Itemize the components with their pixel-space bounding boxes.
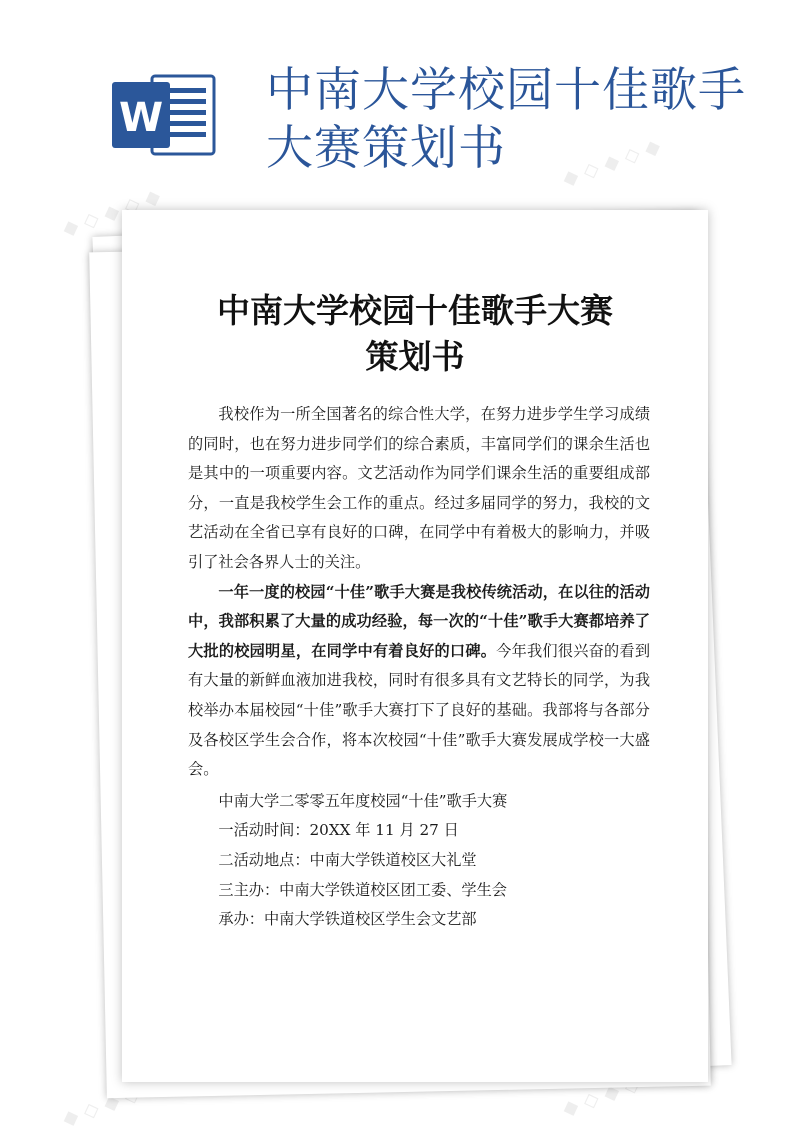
document-title: [122, 288, 708, 380]
event-host-line: 三主办：中南大学铁道校区团工委、学生会: [218, 880, 507, 899]
watermark: ◆ ◇ ◆ ◇ ◆: [558, 133, 664, 191]
document-title-line2: 策划书: [365, 337, 465, 376]
word-logo-icon: [112, 72, 216, 158]
paragraph-intro: 我校作为一所全国著名的综合性大学，在努力进步学生学习成绩的同时，也在努力进步同学们的综合素质，丰富同学们的课余生活也是其中的一项重要内容。文艺活动作为同学们课余生活的重要组成部分，一直是我校学生会工作的重点。经过多届同学的努力，我校的文艺活动在全省已享有良好的口碑，在同学中有着极大的影响力，并吸引了社会各界人士的关注。: [188, 405, 650, 571]
header-title-line2: 大赛策划书: [266, 121, 506, 176]
document-body: [188, 400, 650, 935]
paragraph-tradition-bold: 一年一度的校园“十佳”歌手大赛是我校传统活动，在以往的活动中，我部积累了大量的成功经验，每一次的“十佳”歌手大赛都培养了大批的校园明星，在同学中有着良好的口碑。: [188, 582, 650, 660]
event-organizer-line: 承办：中南大学铁道校区学生会文艺部: [218, 910, 477, 929]
watermark: ◆ ◇ ◆ ◇ ◆: [58, 183, 164, 241]
event-time-line: 一活动时间：20XX 年 11 月 27 日: [218, 821, 459, 840]
event-place-line: 二活动地点：中南大学铁道校区大礼堂: [218, 850, 477, 869]
header-title-line1: 中南大学校园十佳歌手: [266, 63, 746, 118]
watermark: ◆ ◇ ◆ ◇ ◆: [558, 1063, 664, 1121]
word-logo-letter: W: [118, 95, 164, 141]
document-title-line1: 中南大学校园十佳歌手大赛: [217, 291, 613, 330]
paragraph-tradition: [188, 578, 650, 785]
watermark: ◆ ◇ ◆ ◇ ◆: [58, 1073, 164, 1131]
event-name-line: 中南大学二零零五年度校园“十佳”歌手大赛: [218, 791, 508, 810]
header-title: [266, 62, 766, 178]
paragraph-tradition-rest: 今年我们很兴奋的看到有大量的新鲜血液加进我校，同时有很多具有文艺特长的同学，为我校举办本届校园“十佳”歌手大赛打下了良好的基础。我部将与各部分及各校区学生会合作，将本次校园“十佳”歌手大赛发展成学校一大盛会。: [188, 641, 651, 779]
document-page: [122, 210, 708, 1082]
